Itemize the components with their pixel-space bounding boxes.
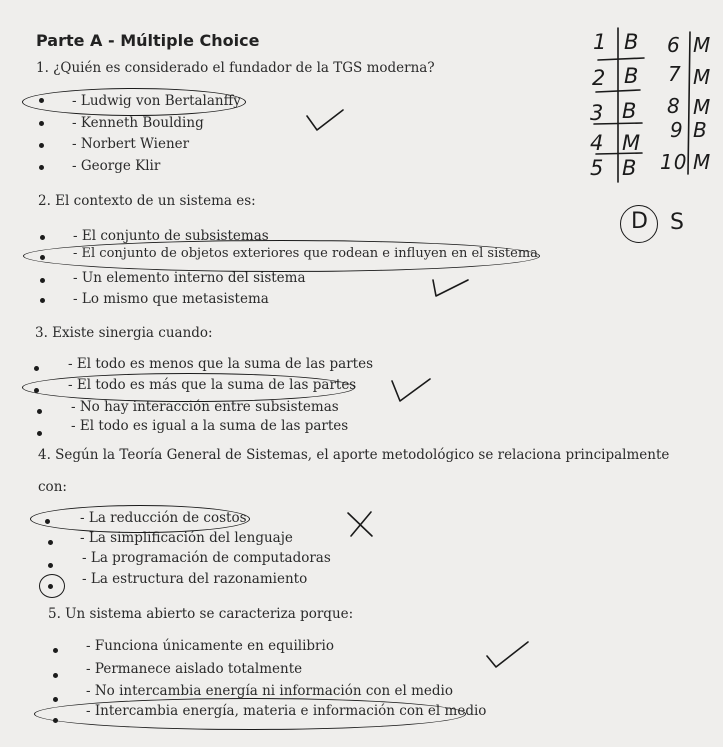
tally-grade: M	[693, 150, 712, 174]
question-3-text: 3. Existe sinergia cuando:	[35, 325, 213, 341]
q1-option-a: - Ludwig von Bertalanffy	[72, 93, 241, 109]
question-2-text: 2. El contexto de un sistema es:	[38, 193, 256, 209]
question-5-text: 5. Un sistema abierto se caracteriza porque:	[48, 606, 354, 622]
q3-option-c: - No hay interacción entre subsistemas	[71, 399, 339, 415]
option-bullet	[39, 121, 44, 126]
option-bullet	[37, 409, 42, 414]
tally-grade: B	[624, 30, 640, 54]
tally-grade: M	[693, 95, 712, 119]
q2-option-a: - El conjunto de subsistemas	[73, 228, 269, 244]
option-bullet	[37, 431, 42, 436]
check-mark-icon	[484, 640, 530, 670]
check-mark-icon	[305, 108, 345, 134]
option-bullet	[48, 563, 53, 568]
score-grade: S	[670, 210, 684, 235]
option-bullet	[40, 278, 45, 283]
tally-grade: B	[622, 99, 638, 123]
q3-option-a: - El todo es menos que la suma de las partes	[68, 356, 374, 372]
q3-option-d: - El todo es igual a la suma de las partes	[71, 418, 349, 434]
q2-option-c: - Un elemento interno del sistema	[73, 270, 306, 286]
q2-option-b: - El conjunto de objetos exteriores que rodean e influyen en el sistema	[73, 246, 538, 261]
tally-number: 1	[593, 30, 608, 54]
q5-option-c: - No intercambia energía ni información con el medio	[86, 683, 453, 699]
q5-option-a: - Funciona únicamente en equilibrio	[86, 638, 334, 654]
q5-option-d: - Intercambia energía, materia e información con el medio	[86, 703, 487, 719]
option-bullet	[40, 298, 45, 303]
option-bullet	[53, 697, 58, 702]
answer-circle	[22, 88, 246, 116]
q4-option-b: - La simplificación del lenguaje	[80, 530, 293, 546]
option-bullet	[39, 165, 44, 170]
tally-number: 9	[670, 118, 684, 142]
q4-option-c: - La programación de computadoras	[82, 550, 331, 566]
q1-option-d: - George Klir	[72, 158, 161, 174]
q3-option-b: - El todo es más que la suma de las partes	[68, 377, 357, 393]
answer-circle	[23, 240, 540, 272]
check-mark-icon	[430, 276, 470, 300]
q4-option-d: - La estructura del razonamiento	[82, 571, 308, 587]
check-mark-icon	[390, 377, 432, 405]
tally-number: 2	[592, 66, 607, 90]
option-bullet	[48, 540, 53, 545]
tally-number: 8	[667, 94, 681, 118]
tally-number: 3	[590, 101, 605, 125]
question-4-text-line2: con:	[38, 479, 67, 495]
tally-number: 5	[590, 156, 605, 180]
tally-grade: B	[693, 118, 708, 142]
bullet-circle	[39, 574, 65, 598]
tally-grade: M	[693, 33, 712, 57]
question-1-text: 1. ¿Quién es considerado el fundador de la TGS moderna?	[36, 60, 435, 76]
option-bullet	[53, 648, 58, 653]
option-bullet	[34, 366, 39, 371]
q1-option-c: - Norbert Wiener	[72, 136, 190, 152]
tally-grade: M	[622, 131, 642, 155]
tally-grade: B	[622, 156, 638, 180]
option-bullet	[53, 673, 58, 678]
tally-number: 6	[667, 33, 681, 57]
tally-grade: M	[693, 65, 712, 89]
q4-option-a: - La reducción de costos	[80, 510, 247, 526]
score-letter: D	[631, 209, 648, 234]
answer-circle	[22, 373, 355, 402]
answer-circle	[30, 505, 250, 533]
tally-number: 7	[668, 62, 682, 86]
section-heading: Parte A - Múltiple Choice	[36, 31, 260, 50]
tally-number: 4	[590, 131, 605, 155]
option-bullet	[40, 235, 45, 240]
answer-circle	[34, 698, 466, 730]
cross-mark-icon	[345, 510, 375, 538]
tally-grade: B	[624, 64, 640, 88]
tally-number: 10	[660, 150, 688, 174]
question-4-text-line1: 4. Según la Teoría General de Sistemas, el aporte metodológico se relaciona principalmente	[38, 447, 670, 463]
q1-option-b: - Kenneth Boulding	[72, 115, 204, 131]
q2-option-d: - Lo mismo que metasistema	[73, 291, 269, 307]
q5-option-b: - Permanece aislado totalmente	[86, 661, 303, 677]
option-bullet	[39, 143, 44, 148]
